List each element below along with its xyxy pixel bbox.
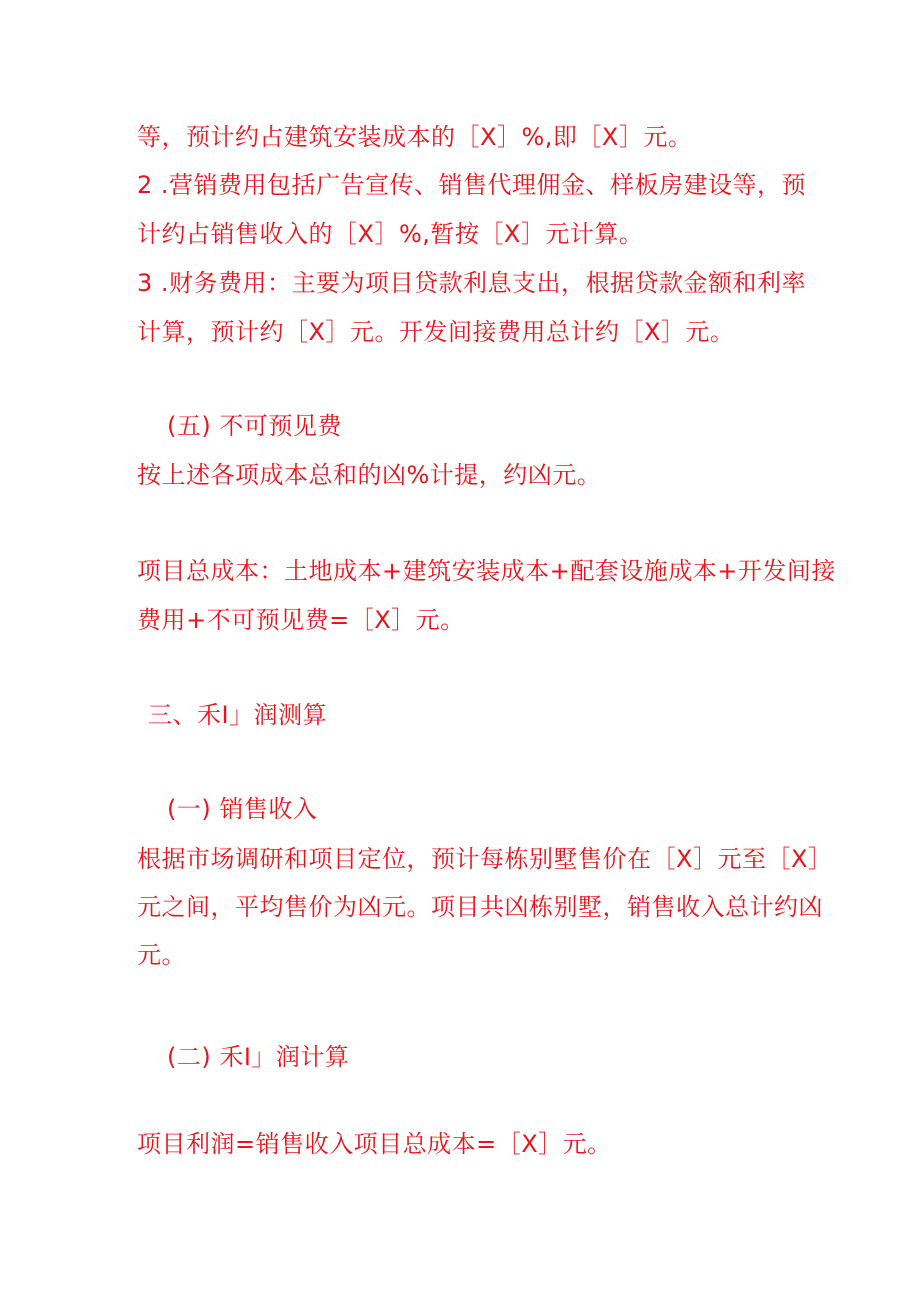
heading-profit-calc: (二) 禾I」润计算 — [167, 1043, 350, 1071]
paragraph-line-indirect-total: 计算，预计约［X］元。开发间接费用总计约［X］元。 — [137, 318, 735, 346]
paragraph-line-total-cost-cont: 费用+不可预见费=［X］元。 — [137, 606, 465, 634]
paragraph-line-revenue-end: 元。 — [137, 941, 186, 969]
paragraph-line-marketing-cost: 2 .营销费用包括广告宣传、销售代理佣金、样板房建设等，预 — [137, 171, 807, 199]
heading-profit-estimate: 三、禾I」润测算 — [148, 701, 328, 729]
heading-contingency: (五) 不可预见费 — [167, 412, 342, 440]
paragraph-line-average-price: 元之间，平均售价为凶元。项目共凶栋别墅，销售收入总计约凶 — [137, 893, 823, 921]
paragraph-line-marketing-percent: 计约占销售收入的［X］%,暂按［X］元计算。 — [137, 220, 644, 248]
paragraph-line-construction-percent: 等，预计约占建筑安装成本的［X］%,即［X］元。 — [137, 123, 693, 151]
heading-sales-revenue: (一) 销售收入 — [167, 795, 318, 823]
paragraph-line-price-range: 根据市场调研和项目定位，预计每栋别墅售价在［X］元至［X］ — [137, 845, 833, 873]
paragraph-line-finance-cost: 3 .财务费用：主要为项目贷款利息支出，根据贷款金额和利率 — [137, 269, 807, 297]
paragraph-line-contingency: 按上述各项成本总和的凶%计提，约凶元。 — [137, 461, 602, 489]
paragraph-line-total-cost: 项目总成本：土地成本+建筑安装成本+配套设施成本+开发间接 — [137, 557, 836, 585]
paragraph-line-project-profit: 项目利润=销售收入项目总成本=［X］元。 — [137, 1130, 612, 1158]
